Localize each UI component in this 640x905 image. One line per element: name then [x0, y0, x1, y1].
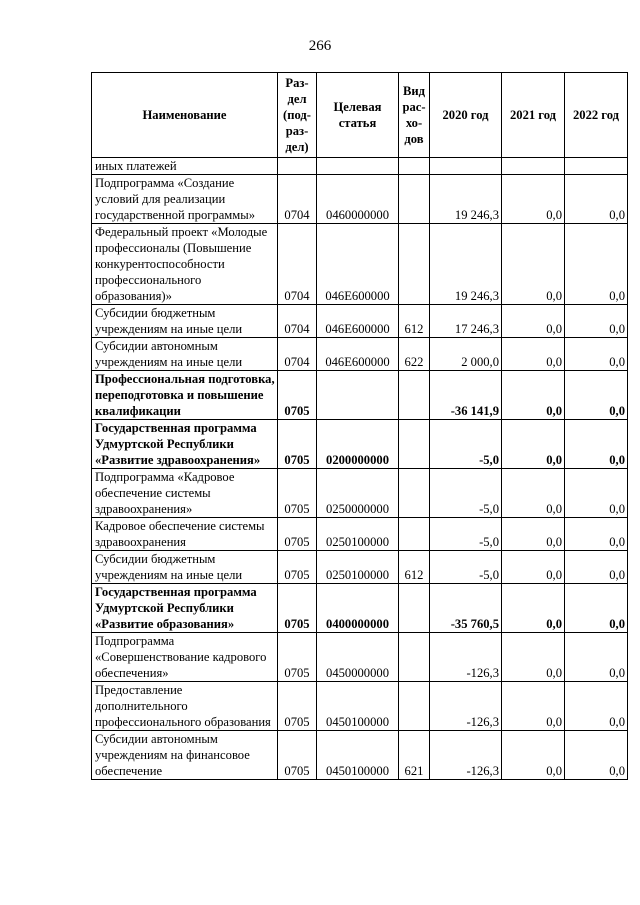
cell-2021: 0,0: [502, 518, 565, 551]
cell-razdel: 0705: [278, 371, 317, 420]
cell-2021: 0,0: [502, 551, 565, 584]
cell-2021: 0,0: [502, 371, 565, 420]
cell-2020: -5,0: [430, 551, 502, 584]
cell-2021: 0,0: [502, 175, 565, 224]
cell-2020: -126,3: [430, 731, 502, 780]
cell-2022: 0,0: [565, 371, 628, 420]
cell-2022: 0,0: [565, 731, 628, 780]
cell-2020: -126,3: [430, 633, 502, 682]
cell-celevaya: [317, 371, 399, 420]
cell-razdel: 0705: [278, 584, 317, 633]
table-row: [92, 305, 628, 338]
budget-table: [91, 72, 628, 780]
cell-2020: 2 000,0: [430, 338, 502, 371]
cell-vid: [399, 469, 430, 518]
cell-vid: 622: [399, 338, 430, 371]
cell-2020: [430, 158, 502, 175]
cell-2021: 0,0: [502, 338, 565, 371]
cell-name: Подпрограмма «Совершенствование кадрового обеспечения»: [92, 633, 278, 682]
cell-2020: 19 246,3: [430, 175, 502, 224]
cell-razdel: 0704: [278, 305, 317, 338]
cell-razdel: 0704: [278, 224, 317, 305]
table-row: [92, 338, 628, 371]
cell-2021: 0,0: [502, 584, 565, 633]
cell-2021: 0,0: [502, 224, 565, 305]
cell-vid: [399, 224, 430, 305]
table-row: [92, 224, 628, 305]
cell-2022: 0,0: [565, 420, 628, 469]
cell-2020: 19 246,3: [430, 224, 502, 305]
header-2020: 2020 год: [430, 73, 502, 158]
cell-razdel: 0705: [278, 518, 317, 551]
cell-razdel: 0705: [278, 682, 317, 731]
cell-name: Государственная программа Удмуртской Республики «Развитие здравоохранения»: [92, 420, 278, 469]
cell-celevaya: [317, 158, 399, 175]
cell-razdel: 0704: [278, 175, 317, 224]
cell-name: Кадровое обеспечение системы здравоохранения: [92, 518, 278, 551]
cell-vid: [399, 371, 430, 420]
cell-name: Федеральный проект «Молодые профессионалы (Повышение конкурентоспособности профессионального образования)»: [92, 224, 278, 305]
cell-name: Подпрограмма «Кадровое обеспечение системы здравоохранения»: [92, 469, 278, 518]
cell-2022: 0,0: [565, 551, 628, 584]
cell-2022: 0,0: [565, 338, 628, 371]
cell-celevaya: 0250100000: [317, 518, 399, 551]
table-row: [92, 584, 628, 633]
cell-2022: [565, 158, 628, 175]
cell-2022: 0,0: [565, 469, 628, 518]
cell-vid: 621: [399, 731, 430, 780]
cell-razdel: 0705: [278, 731, 317, 780]
table-row: [92, 682, 628, 731]
table-body: [92, 158, 628, 780]
cell-2022: 0,0: [565, 584, 628, 633]
cell-2021: 0,0: [502, 633, 565, 682]
cell-2020: -36 141,9: [430, 371, 502, 420]
cell-name: Государственная программа Удмуртской Республики «Развитие образования»: [92, 584, 278, 633]
cell-vid: 612: [399, 551, 430, 584]
cell-razdel: 0705: [278, 469, 317, 518]
cell-2022: 0,0: [565, 518, 628, 551]
header-vid: Вид рас-хо-дов: [399, 73, 430, 158]
cell-2022: 0,0: [565, 633, 628, 682]
cell-name: Субсидии автономным учреждениям на иные цели: [92, 338, 278, 371]
header-name: Наименование: [92, 73, 278, 158]
cell-2021: 0,0: [502, 305, 565, 338]
cell-razdel: 0705: [278, 420, 317, 469]
cell-2020: -5,0: [430, 420, 502, 469]
cell-celevaya: 046E600000: [317, 305, 399, 338]
table-row: [92, 175, 628, 224]
cell-razdel: 0705: [278, 551, 317, 584]
cell-2022: 0,0: [565, 175, 628, 224]
table-row: [92, 633, 628, 682]
cell-celevaya: 0250100000: [317, 551, 399, 584]
cell-razdel: 0704: [278, 338, 317, 371]
cell-2020: 17 246,3: [430, 305, 502, 338]
table-row: [92, 551, 628, 584]
cell-vid: [399, 518, 430, 551]
cell-vid: [399, 420, 430, 469]
cell-vid: [399, 584, 430, 633]
page-number: 266: [308, 38, 332, 54]
cell-2022: 0,0: [565, 224, 628, 305]
cell-2022: 0,0: [565, 305, 628, 338]
cell-vid: [399, 682, 430, 731]
header-razdel: Раз-дел (под-раз-дел): [278, 73, 317, 158]
table-row: [92, 731, 628, 780]
table-row: [92, 420, 628, 469]
cell-2020: -5,0: [430, 518, 502, 551]
cell-razdel: [278, 158, 317, 175]
table-row: [92, 158, 628, 175]
cell-name: Субсидии автономным учреждениям на финансовое обеспечение: [92, 731, 278, 780]
cell-2021: 0,0: [502, 420, 565, 469]
header-2021: 2021 год: [502, 73, 565, 158]
cell-celevaya: 0460000000: [317, 175, 399, 224]
cell-vid: [399, 175, 430, 224]
cell-2020: -126,3: [430, 682, 502, 731]
cell-2021: 0,0: [502, 731, 565, 780]
cell-vid: [399, 633, 430, 682]
cell-2021: 0,0: [502, 469, 565, 518]
cell-celevaya: 0450100000: [317, 682, 399, 731]
table-row: [92, 518, 628, 551]
header-celevaya: Целевая статья: [317, 73, 399, 158]
cell-vid: [399, 158, 430, 175]
cell-name: Подпрограмма «Создание условий для реализации государственной программы»: [92, 175, 278, 224]
header-2022: 2022 год: [565, 73, 628, 158]
table-row: [92, 469, 628, 518]
cell-vid: 612: [399, 305, 430, 338]
cell-name: Предоставление дополнительного профессионального образования: [92, 682, 278, 731]
table-header-row: [92, 73, 628, 158]
cell-celevaya: 046E600000: [317, 338, 399, 371]
cell-name: Субсидии бюджетным учреждениям на иные цели: [92, 305, 278, 338]
cell-name: Субсидии бюджетным учреждениям на иные цели: [92, 551, 278, 584]
cell-celevaya: 0250000000: [317, 469, 399, 518]
cell-celevaya: 0450100000: [317, 731, 399, 780]
table-row: [92, 371, 628, 420]
cell-2022: 0,0: [565, 682, 628, 731]
cell-celevaya: 0200000000: [317, 420, 399, 469]
cell-name: иных платежей: [92, 158, 278, 175]
cell-2020: -5,0: [430, 469, 502, 518]
cell-razdel: 0705: [278, 633, 317, 682]
cell-2020: -35 760,5: [430, 584, 502, 633]
cell-name: Профессиональная подготовка, переподготовка и повышение квалификации: [92, 371, 278, 420]
cell-2021: [502, 158, 565, 175]
cell-celevaya: 046E600000: [317, 224, 399, 305]
cell-2021: 0,0: [502, 682, 565, 731]
cell-celevaya: 0400000000: [317, 584, 399, 633]
cell-celevaya: 0450000000: [317, 633, 399, 682]
